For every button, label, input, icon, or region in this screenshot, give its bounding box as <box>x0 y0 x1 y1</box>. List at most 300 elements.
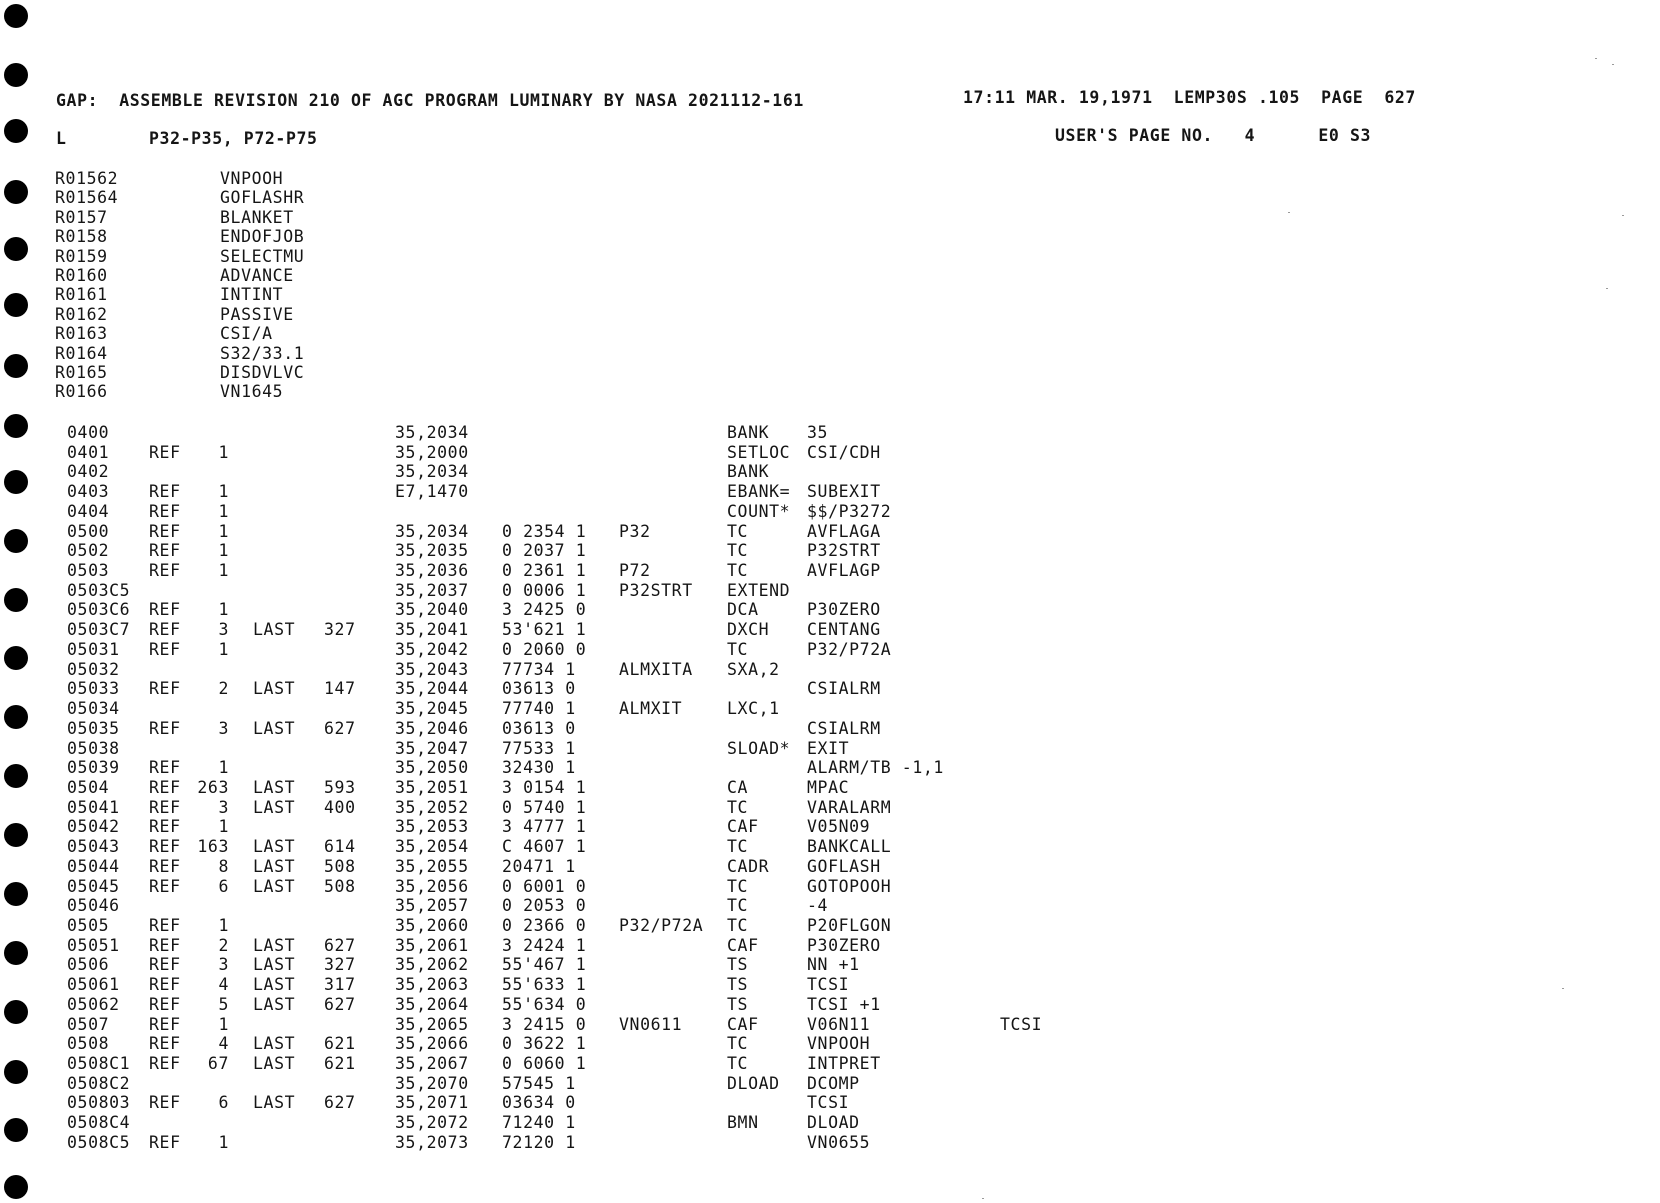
address: 35,2046 <box>395 718 469 738</box>
symbol-code: R01564 <box>55 188 119 208</box>
line-number: 0504 <box>67 777 110 797</box>
line-number: 0508 <box>67 1034 110 1054</box>
ref-flag: REF <box>149 935 181 955</box>
operand: ALARM/TB -1,1 <box>807 758 944 778</box>
feed-hole <box>4 414 28 438</box>
line-number: 0500 <box>67 521 110 541</box>
ref-count: 1 <box>218 482 229 502</box>
ref-flag: REF <box>149 916 181 935</box>
opcode: TC <box>727 541 749 561</box>
address: 35,2052 <box>395 797 469 817</box>
address: 35,2071 <box>395 1093 469 1113</box>
line-number: 0505 <box>67 916 110 935</box>
address: 35,2050 <box>395 758 469 778</box>
opcode: TS <box>727 975 749 995</box>
opcode: TC <box>727 561 749 581</box>
opcode: BANK <box>727 423 770 442</box>
ref-flag: REF <box>149 837 181 857</box>
ref-count: 3 <box>218 797 229 817</box>
octal-word: 77533 1 <box>502 738 576 758</box>
line-number: 0503C6 <box>67 600 131 620</box>
ref-flag: REF <box>149 955 181 975</box>
address: 35,2053 <box>395 817 469 837</box>
last-page: 147 <box>324 679 356 699</box>
octal-word: 3 2415 0 <box>502 1014 587 1034</box>
opcode: TC <box>727 837 749 857</box>
scan-speck <box>982 1198 984 1199</box>
address: 35,2054 <box>395 837 469 857</box>
operand: CSIALRM <box>807 679 881 699</box>
ref-flag: REF <box>149 679 181 699</box>
address: 35,2042 <box>395 639 469 659</box>
ref-count: 1 <box>218 817 229 837</box>
ref-count: 1 <box>218 521 229 541</box>
operand: SUBEXIT <box>807 482 881 502</box>
octal-word: 0 2060 0 <box>502 639 587 659</box>
octal-word: 3 2424 1 <box>502 935 587 955</box>
symbol-name: ADVANCE <box>220 266 294 285</box>
octal-word: 0 2361 1 <box>502 561 587 581</box>
opcode: SETLOC <box>727 442 791 462</box>
line-number: 0508C5 <box>67 1132 131 1152</box>
address: 35,2066 <box>395 1034 469 1054</box>
opcode: SLOAD* <box>727 738 791 758</box>
address: 35,2034 <box>395 423 469 442</box>
ref-flag: REF <box>149 876 181 896</box>
address: 35,2034 <box>395 462 469 482</box>
line-number: 0503 <box>67 561 110 581</box>
label: P32 <box>619 521 651 541</box>
opcode: SXA,2 <box>727 659 780 679</box>
address: 35,2041 <box>395 620 469 640</box>
address: 35,2073 <box>395 1132 469 1152</box>
ref-count: 1 <box>218 561 229 581</box>
octal-word: 0 2366 0 <box>502 916 587 935</box>
ref-count: 163 <box>197 837 229 857</box>
opcode: CAF <box>727 817 759 837</box>
operand: AVFLAGA <box>807 521 881 541</box>
feed-hole <box>4 470 28 494</box>
ref-flag: REF <box>149 718 181 738</box>
operand: TCSI <box>807 1093 850 1113</box>
feed-hole <box>4 293 28 317</box>
operand: VN0655 <box>807 1132 871 1152</box>
line-number: 05061 <box>67 975 120 995</box>
address: 35,2061 <box>395 935 469 955</box>
line-number: 0503C7 <box>67 620 131 640</box>
symbol-name: DISDVLVC <box>220 363 305 382</box>
ref-count: 4 <box>218 1034 229 1054</box>
ref-count: 6 <box>218 1093 229 1113</box>
opcode: TC <box>727 521 749 541</box>
symbol-name: ENDOFJOB <box>220 227 305 247</box>
operand: DLOAD <box>807 1113 860 1133</box>
last-flag: LAST <box>253 1054 296 1074</box>
symbol-code: R0164 <box>55 343 108 363</box>
last-flag: LAST <box>253 1093 296 1113</box>
ref-flag: REF <box>149 1132 181 1152</box>
last-page: 327 <box>324 620 356 640</box>
line-number: 05032 <box>67 659 120 679</box>
feed-hole <box>4 1175 28 1199</box>
line-number: 0400 <box>67 423 110 442</box>
line-number: 05039 <box>67 758 120 778</box>
ref-count: 1 <box>218 442 229 462</box>
symbol-code: R0157 <box>55 207 108 227</box>
last-flag: LAST <box>253 679 296 699</box>
feed-hole <box>4 705 28 729</box>
address: 35,2045 <box>395 699 469 719</box>
symbol-name: VNPOOH <box>220 169 284 188</box>
line-number: 05031 <box>67 639 120 659</box>
address: 35,2070 <box>395 1073 469 1093</box>
last-flag: LAST <box>253 856 296 876</box>
ref-flag: REF <box>149 1054 181 1074</box>
operand: V05N09 <box>807 817 871 837</box>
opcode: TC <box>727 797 749 817</box>
octal-word: 03634 0 <box>502 1093 576 1113</box>
line-number: 0508C4 <box>67 1113 131 1133</box>
scan-speck <box>1612 64 1614 65</box>
line-number: 0502 <box>67 541 110 561</box>
opcode: TC <box>727 896 749 916</box>
address: 35,2037 <box>395 580 469 600</box>
operand: VARALARM <box>807 797 892 817</box>
feed-hole <box>4 941 28 965</box>
symbol-code: R0166 <box>55 382 108 402</box>
ref-flag: REF <box>149 482 181 502</box>
address: 35,2056 <box>395 876 469 896</box>
address: 35,2064 <box>395 994 469 1014</box>
line-number: 05035 <box>67 718 120 738</box>
address: 35,2065 <box>395 1014 469 1034</box>
ref-flag: REF <box>149 975 181 995</box>
ref-count: 1 <box>218 1014 229 1034</box>
scan-speck <box>1622 215 1624 216</box>
octal-word: 55'467 1 <box>502 955 587 975</box>
opcode: COUNT* <box>727 501 791 521</box>
address: 35,2044 <box>395 679 469 699</box>
ref-count: 1 <box>218 639 229 659</box>
address: 35,2036 <box>395 561 469 581</box>
last-flag: LAST <box>253 994 296 1014</box>
line-number: 0402 <box>67 462 110 482</box>
operand: TCSI +1 <box>807 994 881 1014</box>
ref-flag: REF <box>149 501 181 521</box>
address: 35,2060 <box>395 916 469 935</box>
ref-count: 1 <box>218 1132 229 1152</box>
symbol-name: SELECTMU <box>220 246 305 266</box>
line-number: 05046 <box>67 896 120 916</box>
octal-word: 57545 1 <box>502 1073 576 1093</box>
octal-word: 72120 1 <box>502 1132 576 1152</box>
line-number: 0401 <box>67 442 110 462</box>
last-page: 508 <box>324 856 356 876</box>
opcode: CAF <box>727 935 759 955</box>
octal-word: 55'634 0 <box>502 994 587 1014</box>
last-flag: LAST <box>253 777 296 797</box>
symbol-code: R0161 <box>55 285 108 305</box>
opcode: CAF <box>727 1014 759 1034</box>
operand: P20FLGON <box>807 916 892 935</box>
address: 35,2000 <box>395 442 469 462</box>
last-flag: LAST <box>253 718 296 738</box>
ref-count: 2 <box>218 679 229 699</box>
last-flag: LAST <box>253 955 296 975</box>
opcode: TC <box>727 1034 749 1054</box>
octal-word: 0 5740 1 <box>502 797 587 817</box>
octal-word: 32430 1 <box>502 758 576 778</box>
header-user-page: USER'S PAGE NO. 4 E0 S3 <box>1055 126 1372 145</box>
ref-count: 1 <box>218 501 229 521</box>
opcode: CA <box>727 777 749 797</box>
opcode: EBANK= <box>727 482 791 502</box>
line-number: 05043 <box>67 837 120 857</box>
symbol-name: S32/33.1 <box>220 343 305 363</box>
opcode: BMN <box>727 1113 759 1133</box>
header-title: GAP: ASSEMBLE REVISION 210 OF AGC PROGRAM LUMINARY BY NASA 2021112-161 <box>56 91 804 110</box>
ref-count: 3 <box>218 718 229 738</box>
scan-speck <box>1606 288 1608 289</box>
line-number: 050803 <box>67 1093 131 1113</box>
opcode: DXCH <box>727 620 770 640</box>
opcode: CADR <box>727 856 770 876</box>
line-number: 0506 <box>67 955 110 975</box>
ref-count: 6 <box>218 876 229 896</box>
header-listing-type: L <box>56 129 67 148</box>
address: 35,2035 <box>395 541 469 561</box>
octal-word: 03613 0 <box>502 718 576 738</box>
operand: GOFLASH <box>807 856 881 876</box>
scan-speck <box>1595 58 1597 59</box>
ref-count: 2 <box>218 935 229 955</box>
octal-word: 53'621 1 <box>502 620 587 640</box>
header-timestamp-page: 17:11 MAR. 19,1971 LEMP30S .105 PAGE 627 <box>963 88 1416 107</box>
octal-word: 3 2425 0 <box>502 600 587 620</box>
last-flag: LAST <box>253 837 296 857</box>
ref-flag: REF <box>149 994 181 1014</box>
last-flag: LAST <box>253 935 296 955</box>
opcode: LXC,1 <box>727 699 780 719</box>
opcode: TS <box>727 955 749 975</box>
feed-hole <box>4 354 28 378</box>
address: 35,2043 <box>395 659 469 679</box>
last-page: 317 <box>324 975 356 995</box>
octal-word: 71240 1 <box>502 1113 576 1133</box>
last-flag: LAST <box>253 797 296 817</box>
line-number: 05051 <box>67 935 120 955</box>
feed-hole <box>4 180 28 204</box>
last-flag: LAST <box>253 1034 296 1054</box>
feed-hole <box>4 764 28 788</box>
label: ALMXIT <box>619 699 683 719</box>
operand: GOTOPOOH <box>807 876 892 896</box>
feed-hole <box>4 588 28 612</box>
ref-flag: REF <box>149 561 181 581</box>
address: 35,2040 <box>395 600 469 620</box>
feed-hole <box>4 4 28 28</box>
octal-word: 3 4777 1 <box>502 817 587 837</box>
symbol-name: INTINT <box>220 285 284 305</box>
operand: DCOMP <box>807 1073 860 1093</box>
opcode: BANK <box>727 462 770 482</box>
last-page: 627 <box>324 718 356 738</box>
label: P32/P72A <box>619 916 704 935</box>
octal-word: 20471 1 <box>502 856 576 876</box>
octal-word: 0 0006 1 <box>502 580 587 600</box>
line-number: 0403 <box>67 482 110 502</box>
ref-count: 263 <box>197 777 229 797</box>
opcode: TC <box>727 876 749 896</box>
line-number: 05033 <box>67 679 120 699</box>
ref-flag: REF <box>149 1093 181 1113</box>
last-flag: LAST <box>253 620 296 640</box>
ref-count: 3 <box>218 955 229 975</box>
feed-hole <box>4 63 28 87</box>
symbol-code: R01562 <box>55 169 119 188</box>
octal-word: 55'633 1 <box>502 975 587 995</box>
ref-flag: REF <box>149 1034 181 1054</box>
last-page: 621 <box>324 1054 356 1074</box>
octal-word: 3 0154 1 <box>502 777 587 797</box>
last-flag: LAST <box>253 975 296 995</box>
line-number: 05042 <box>67 817 120 837</box>
address: 35,2051 <box>395 777 469 797</box>
ref-flag: REF <box>149 541 181 561</box>
octal-word: 03613 0 <box>502 679 576 699</box>
label: P32STRT <box>619 580 693 600</box>
operand: CSIALRM <box>807 718 881 738</box>
octal-word: 0 2053 0 <box>502 896 587 916</box>
octal-word: 0 3622 1 <box>502 1034 587 1054</box>
operand: AVFLAGP <box>807 561 881 581</box>
label: VN0611 <box>619 1014 683 1034</box>
feed-hole <box>4 529 28 553</box>
operand: V06N11 <box>807 1014 871 1034</box>
last-page: 508 <box>324 876 356 896</box>
address: 35,2062 <box>395 955 469 975</box>
line-number: 0507 <box>67 1014 110 1034</box>
symbol-code: R0158 <box>55 227 108 247</box>
octal-word: 0 6001 0 <box>502 876 587 896</box>
ref-count: 1 <box>218 600 229 620</box>
feed-hole <box>4 237 28 261</box>
opcode: EXTEND <box>727 580 791 600</box>
opcode: DCA <box>727 600 759 620</box>
ref-flag: REF <box>149 817 181 837</box>
octal-word: 77734 1 <box>502 659 576 679</box>
ref-flag: REF <box>149 639 181 659</box>
ref-count: 3 <box>218 620 229 640</box>
operand: P30ZERO <box>807 600 881 620</box>
octal-word: 0 6060 1 <box>502 1054 587 1074</box>
last-page: 327 <box>324 955 356 975</box>
address: 35,2034 <box>395 521 469 541</box>
scan-speck <box>1288 212 1290 213</box>
comment: TCSI <box>1000 1014 1043 1034</box>
symbol-code: R0159 <box>55 246 108 266</box>
operand: CENTANG <box>807 620 881 640</box>
feed-hole <box>4 1060 28 1084</box>
operand: BANKCALL <box>807 837 892 857</box>
line-number: 05034 <box>67 699 120 719</box>
symbol-name: VN1645 <box>220 382 284 402</box>
last-page: 400 <box>324 797 356 817</box>
ref-flag: REF <box>149 442 181 462</box>
address: 35,2057 <box>395 896 469 916</box>
line-number: 0503C5 <box>67 580 131 600</box>
ref-flag: REF <box>149 521 181 541</box>
header-section: P32-P35, P72-P75 <box>149 129 318 148</box>
ref-flag: REF <box>149 758 181 778</box>
last-page: 627 <box>324 994 356 1014</box>
operand: CSI/CDH <box>807 442 881 462</box>
feed-hole <box>4 882 28 906</box>
line-number: 05045 <box>67 876 120 896</box>
feed-hole <box>4 119 28 143</box>
operand: P32STRT <box>807 541 881 561</box>
ref-count: 4 <box>218 975 229 995</box>
opcode: DLOAD <box>727 1073 780 1093</box>
feed-hole <box>4 1000 28 1024</box>
symbol-name: PASSIVE <box>220 304 294 324</box>
opcode: TC <box>727 639 749 659</box>
symbol-name: GOFLASHR <box>220 188 305 208</box>
operand: EXIT <box>807 738 850 758</box>
ref-flag: REF <box>149 777 181 797</box>
operand: 35 <box>807 423 829 442</box>
ref-count: 5 <box>218 994 229 1014</box>
ref-count: 1 <box>218 916 229 935</box>
octal-word: 0 2354 1 <box>502 521 587 541</box>
operand: MPAC <box>807 777 850 797</box>
octal-word: 77740 1 <box>502 699 576 719</box>
ref-flag: REF <box>149 856 181 876</box>
last-page: 627 <box>324 935 356 955</box>
line-number: 0508C2 <box>67 1073 131 1093</box>
last-page: 593 <box>324 777 356 797</box>
operand: -4 <box>807 896 829 916</box>
operand: TCSI <box>807 975 850 995</box>
feed-hole <box>4 646 28 670</box>
ref-flag: REF <box>149 620 181 640</box>
address: 35,2072 <box>395 1113 469 1133</box>
address: 35,2063 <box>395 975 469 995</box>
ref-flag: REF <box>149 797 181 817</box>
feed-hole <box>4 823 28 847</box>
opcode: TS <box>727 994 749 1014</box>
ref-flag: REF <box>149 600 181 620</box>
address: 35,2055 <box>395 856 469 876</box>
ref-count: 1 <box>218 758 229 778</box>
symbol-code: R0165 <box>55 363 108 382</box>
label: P72 <box>619 561 651 581</box>
symbol-name: CSI/A <box>220 324 273 344</box>
line-number: 0404 <box>67 501 110 521</box>
operand: VNPOOH <box>807 1034 871 1054</box>
opcode: TC <box>727 916 749 935</box>
line-number: 05041 <box>67 797 120 817</box>
octal-word: 0 2037 1 <box>502 541 587 561</box>
symbol-name: BLANKET <box>220 207 294 227</box>
last-page: 614 <box>324 837 356 857</box>
ref-count: 8 <box>218 856 229 876</box>
line-number: 05044 <box>67 856 120 876</box>
address: 35,2047 <box>395 738 469 758</box>
address: 35,2067 <box>395 1054 469 1074</box>
operand: P32/P72A <box>807 639 892 659</box>
operand: NN +1 <box>807 955 860 975</box>
